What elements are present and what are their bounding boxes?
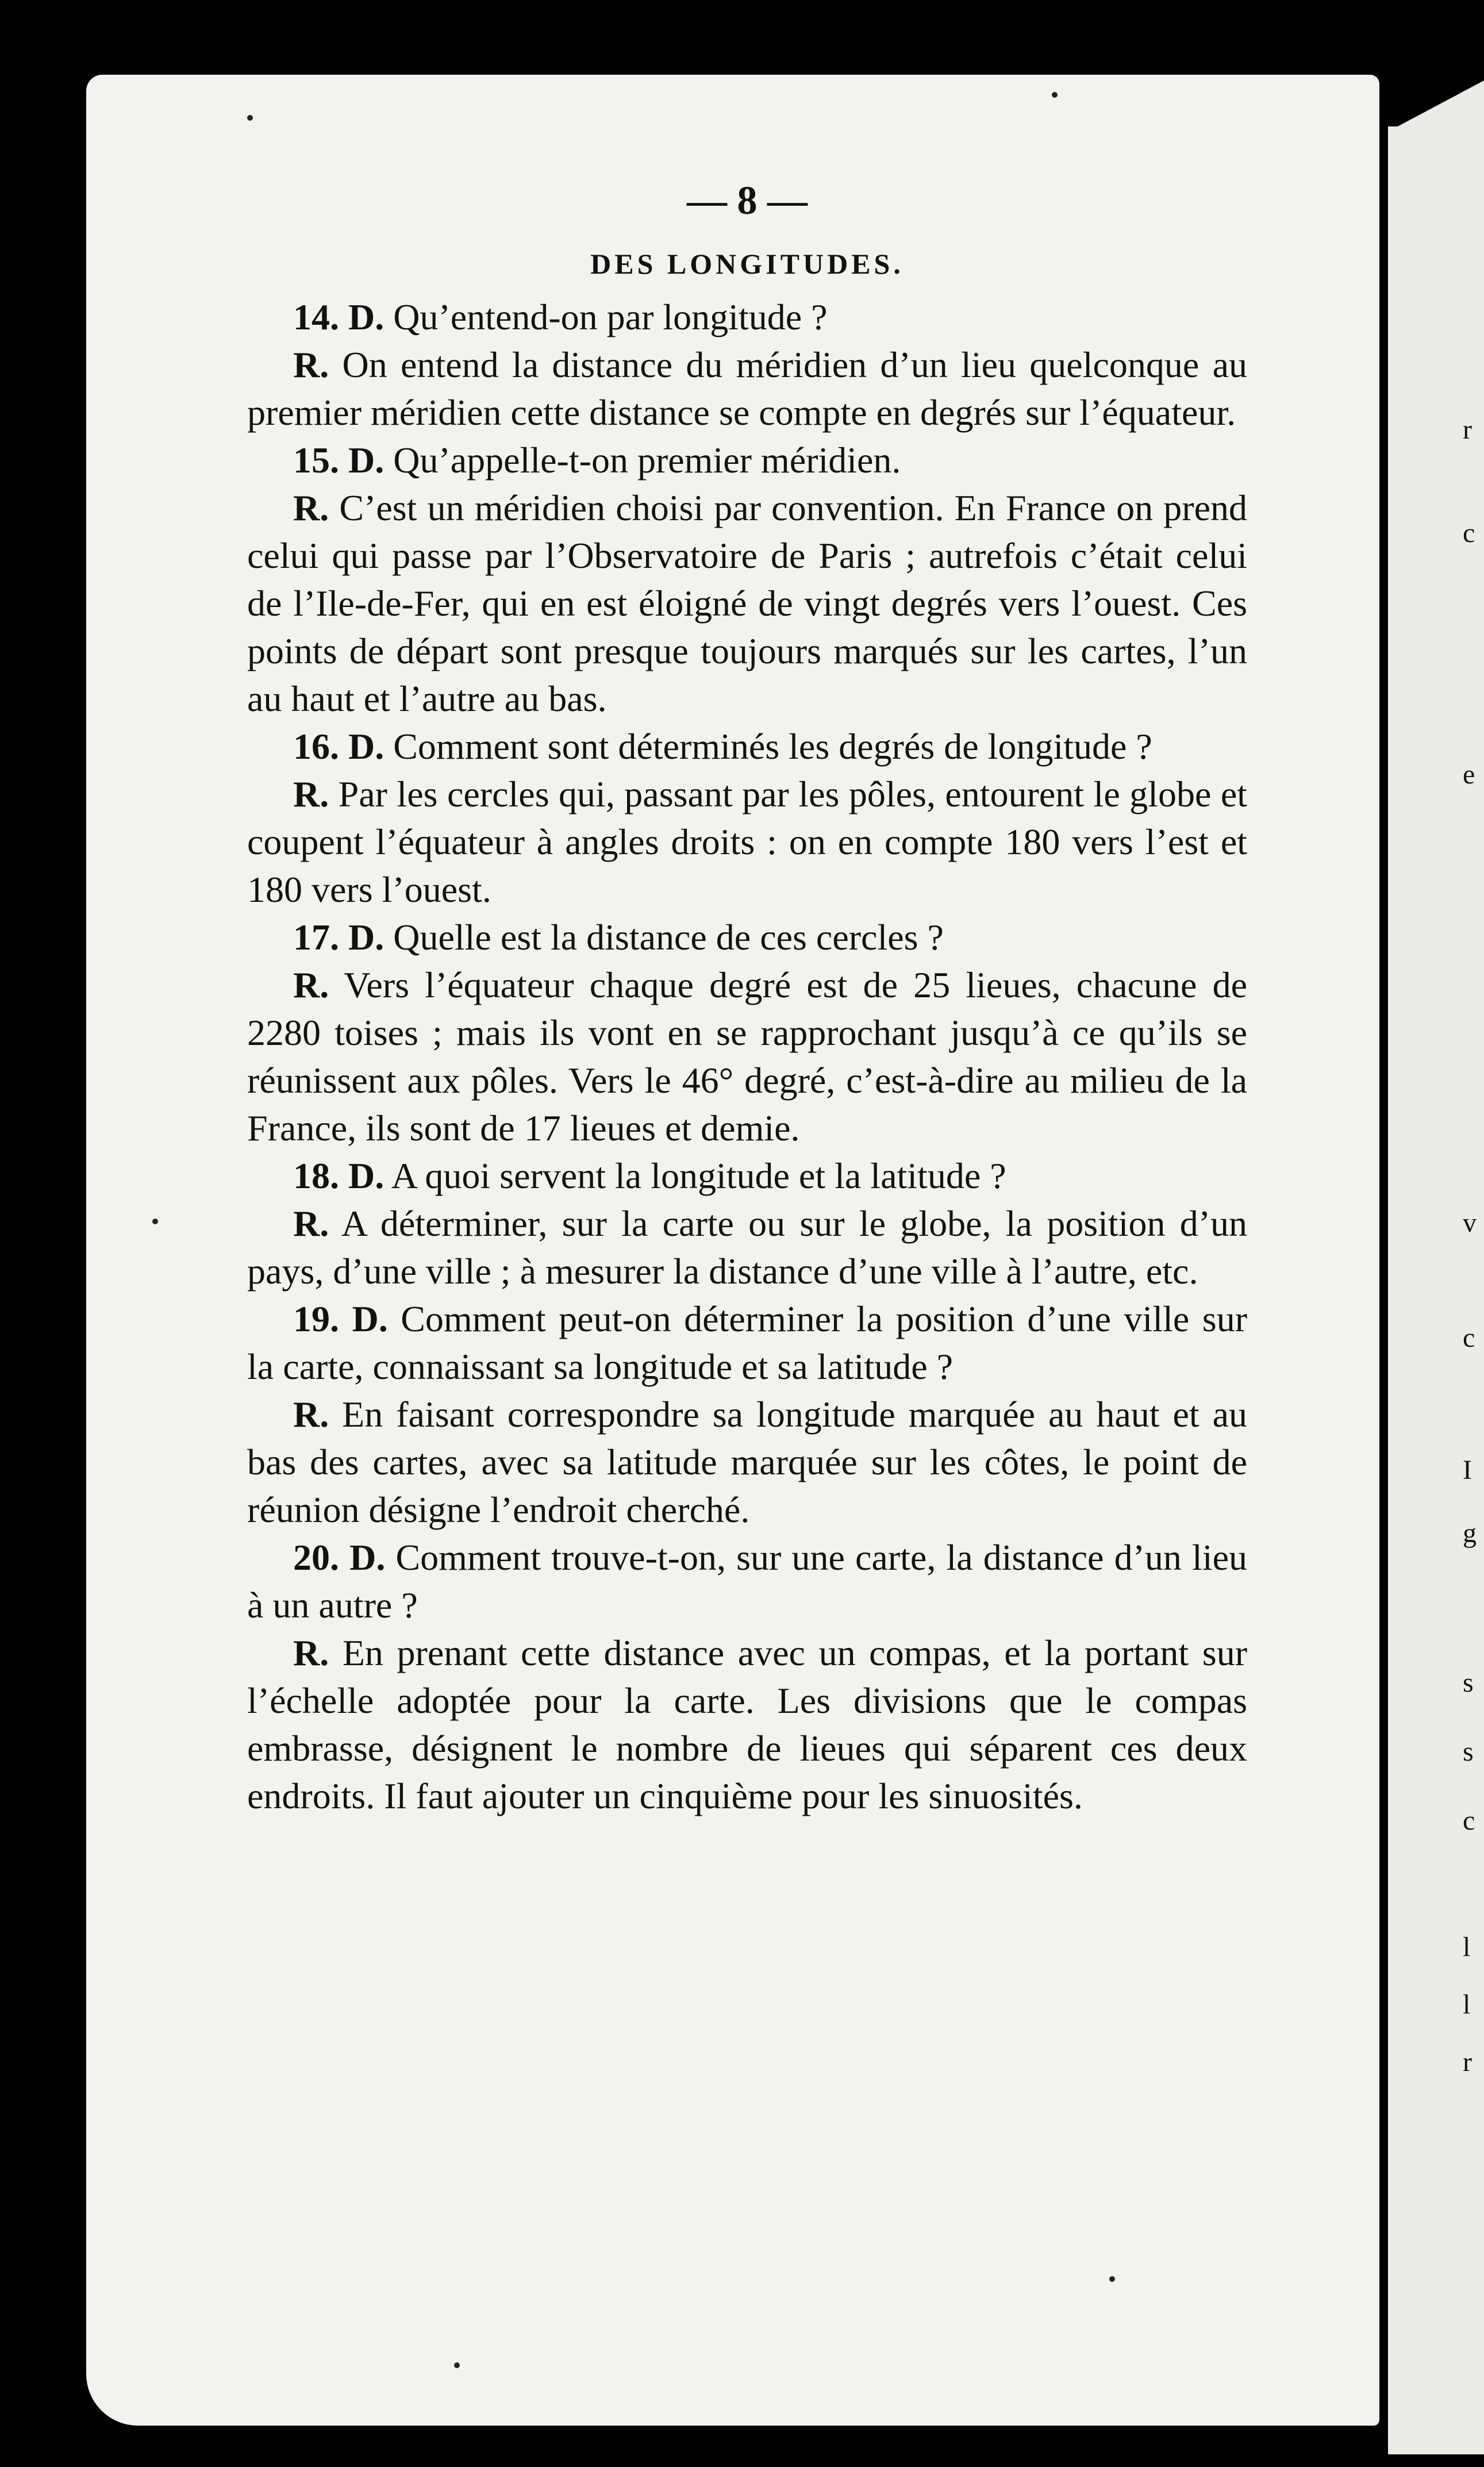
- answer-19: [247, 1390, 1247, 1534]
- question-15: [247, 436, 1247, 484]
- answer-marker: R.: [293, 1203, 329, 1244]
- page-number: — 8 —: [687, 179, 808, 223]
- answer-20: [247, 1629, 1247, 1820]
- qa-list: [247, 293, 1247, 1820]
- question-18: [247, 1152, 1247, 1200]
- question-text: Comment peut-on déterminer la position d’une ville sur la carte, connaissant sa longitude et sa latitude ?: [247, 1298, 1248, 1387]
- answer-marker: R.: [293, 774, 329, 814]
- ink-speck: [1109, 2276, 1115, 2282]
- answer-marker: R.: [293, 1394, 329, 1435]
- question-number: 16. D.: [293, 726, 385, 767]
- question-text: Qu’appelle-t-on premier méridien.: [384, 440, 901, 481]
- question-text: Comment sont déterminés les degrés de longitude ?: [384, 726, 1152, 767]
- answer-text: On entend la distance du méridien d’un lieu quelconque au premier méridien cette distance se compte en degrés sur l’équateur.: [247, 344, 1247, 433]
- section-heading: DES LONGITUDES.: [590, 248, 904, 280]
- question-text: Comment trouve-t-on, sur une carte, la distance d’un lieu à un autre ?: [247, 1537, 1248, 1626]
- answer-14: [247, 341, 1247, 436]
- question-19: [247, 1295, 1247, 1390]
- question-number: 19. D.: [293, 1298, 388, 1339]
- question-17: [247, 913, 1247, 961]
- answer-text: A déterminer, sur la carte ou sur le globe, la position d’un pays, d’une ville ; à mesurer la distance d’une ville à l’autre, etc.: [247, 1203, 1247, 1292]
- question-16: [247, 723, 1247, 770]
- answer-17: [247, 961, 1247, 1152]
- question-text: Quelle est la distance de ces cercles ?: [384, 917, 944, 958]
- question-20: [247, 1534, 1247, 1629]
- ink-speck: [454, 2362, 460, 2368]
- answer-18: [247, 1200, 1247, 1295]
- answer-16: [247, 770, 1247, 913]
- ink-speck: [247, 115, 253, 121]
- page-content: [247, 178, 1247, 1820]
- question-text: Qu’entend-on par longitude ?: [384, 297, 828, 337]
- answer-marker: R.: [293, 1632, 329, 1673]
- answer-marker: R.: [293, 487, 329, 528]
- question-number: 14. D.: [293, 297, 385, 337]
- answer-15: [247, 484, 1247, 723]
- answer-text: C’est un méridien choisi par convention. En France on prend celui qui passe par l’Observatoire de Paris ; autrefois c’était celui de l’Ile-de-Fer, qui en est éloigné de vingt degrés vers l’ouest. Ces points de départ sont presque toujours marqués sur les cartes, l’un au haut et l’autre au bas.: [247, 487, 1247, 719]
- ink-speck: [152, 1219, 158, 1224]
- answer-marker: R.: [293, 344, 329, 385]
- ink-speck: [1052, 92, 1058, 98]
- answer-text: En prenant cette distance avec un compas, et la portant sur l’échelle adoptée pour la carte. Les divisions que le compas embrasse, désignent le nombre de lieues qui séparent ces deux endroits. Il faut ajouter un cinquième pour les sinuosités.: [247, 1632, 1247, 1816]
- question-number: 18. D.: [293, 1155, 385, 1196]
- answer-marker: R.: [293, 964, 329, 1005]
- question-number: 17. D.: [293, 917, 385, 958]
- answer-text: Par les cercles qui, passant par les pôles, entourent le globe et coupent l’équateur à angles droits : on en compte 180 vers l’est et 180 vers l’ouest.: [247, 774, 1247, 910]
- answer-text: En faisant correspondre sa longitude marquée au haut et au bas des cartes, avec sa latitude marquée sur les côtes, le point de réunion désigne l’endroit cherché.: [247, 1394, 1247, 1530]
- question-number: 15. D.: [293, 440, 385, 481]
- question-number: 20. D.: [293, 1537, 386, 1578]
- question-text: A quoi servent la longitude et la latitude ?: [384, 1155, 1006, 1196]
- answer-text: Vers l’équateur chaque degré est de 25 lieues, chacune de 2280 toises ; mais ils vont en se rapprochant jusqu’à ce qu’ils se réunissent aux pôles. Vers le 46° degré, c’est-à-dire au milieu de la France, ils sont de 17 lieues et demie.: [247, 964, 1247, 1148]
- question-14: [247, 293, 1247, 341]
